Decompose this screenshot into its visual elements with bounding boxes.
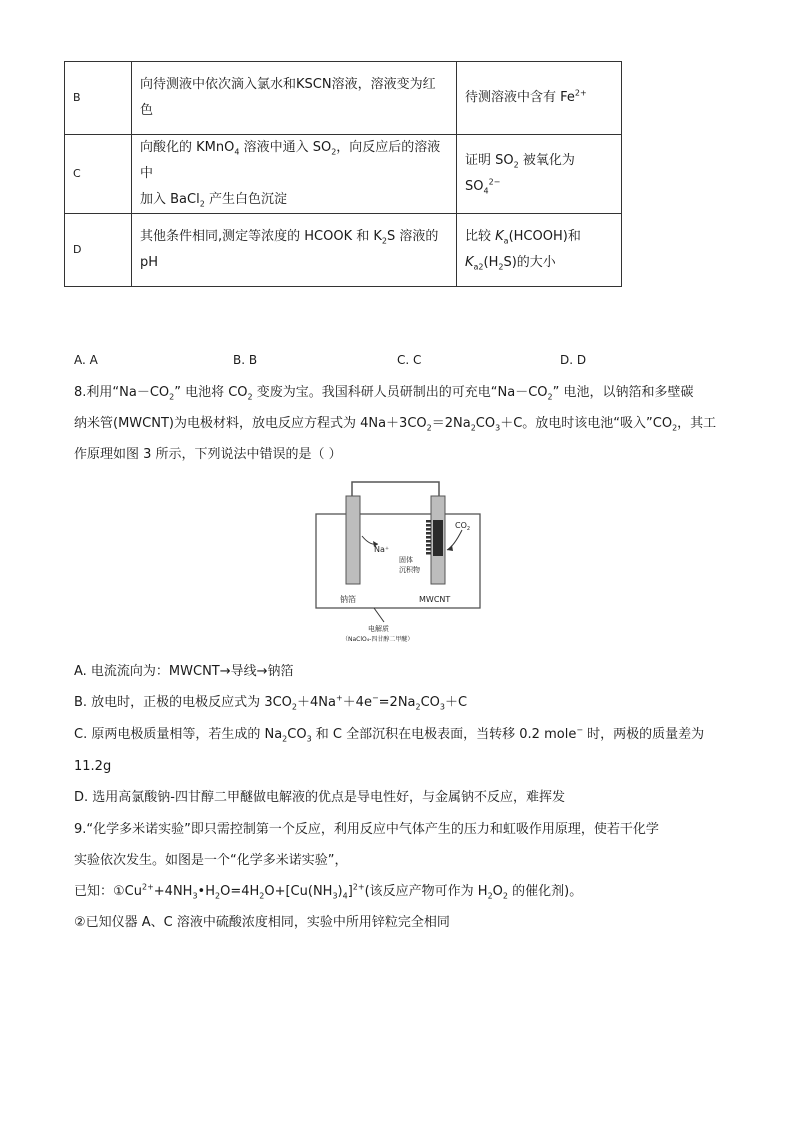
electrolyte-note: （NaClO₄-四甘醇二甲醚） bbox=[342, 636, 414, 643]
sodium-foil-label: 钠箔 bbox=[340, 595, 356, 604]
row-conclusion: 待测溶液中含有 $Fe^{2+}$ bbox=[457, 62, 622, 135]
choice-b: B. B bbox=[233, 353, 258, 367]
table-row bbox=[65, 62, 622, 135]
choice-a: A. A bbox=[74, 353, 98, 367]
row-description: 其他条件相同,测定等浓度的 HCOOK 和 $K_2S$ 溶液的 pH bbox=[132, 214, 457, 287]
sodium-foil-electrode bbox=[346, 496, 360, 584]
table-row bbox=[65, 214, 622, 287]
row-letter: C bbox=[65, 135, 132, 214]
q9-stem-line2: 实验依次发生。如图是一个“化学多米诺实验”， bbox=[74, 853, 348, 868]
battery-diagram bbox=[314, 474, 482, 644]
q8-option-d: D. 选用高氯酸钠-四甘醇二甲醚做电解液的优点是导电性好，与金属钠不反应，难挥发 bbox=[74, 790, 565, 805]
q8-stem-line2: 纳米管(MWCNT)为电极材料，放电反应方程式为 $4Na+3CO_2=2Na_2CO_3+C$。放电时该电池“吸入$”CO_2$，其工 bbox=[74, 416, 717, 433]
table-row bbox=[65, 135, 622, 214]
solid-label-2: 沉积物 bbox=[399, 566, 420, 574]
row-description: 向酸化的 KMnO$_4$ 溶液中通入 $SO_2$，向反应后的溶液中 加入 BaCl$_2$ 产生白色沉淀 bbox=[132, 135, 457, 214]
row-letter: B bbox=[65, 62, 132, 135]
q8-option-a: A. 电流流向为：MWCNT→导线→钠箔 bbox=[74, 664, 294, 679]
row-conclusion: 证明 $SO_2$ 被氧化为 $SO_4^{2-}$ bbox=[457, 135, 622, 214]
choice-c: C. C bbox=[397, 353, 422, 367]
electrolyte-label: 电解质 bbox=[368, 625, 389, 633]
mwcnt-label: MWCNT bbox=[419, 595, 451, 604]
row-description: 向待测液中依次滴入氯水和KSCN溶液，溶液变为红 色 bbox=[132, 62, 457, 135]
row-letter: D bbox=[65, 214, 132, 287]
q8-stem-line1: 8.利用“$Na-CO_2$” 电池将 $CO_2$ 变废为宝。我国科研人员研制出的可充电“$Na-CO_2$” 电池，以钠箔和多壁碳 bbox=[74, 385, 694, 402]
choice-d: D. D bbox=[560, 353, 587, 367]
q8-stem-line3: 作原理如图 3 所示，下列说法中错误的是（ ） bbox=[74, 447, 342, 462]
electrolyte-pointer bbox=[374, 608, 384, 622]
na-ion-label: Na⁺ bbox=[374, 545, 390, 554]
q8-option-c: C. 原两电极质量相等，若生成的 $Na_2CO_3$ 和 C 全部沉积在电极表面，当转移 0.2 mole− 时，两极的质量差为 bbox=[74, 725, 705, 744]
external-wire bbox=[352, 482, 439, 514]
q9-stem-line1: 9.“化学多米诺实验”即只需控制第一个反应，利用反应中气体产生的压力和虹吸作用原理，使若干化学 bbox=[74, 822, 659, 837]
q8-option-b: B. 放电时，正极的电极反应式为 $3CO_2+4Na^++4e^-=2Na_2CO_3+C$ bbox=[74, 693, 468, 712]
co2-label: $CO_2$ bbox=[455, 521, 471, 532]
q9-known-2: ②已知仪器 A、C 溶液中硫酸浓度相同，实验中所用锌粒完全相同 bbox=[74, 915, 450, 930]
options-table bbox=[64, 61, 622, 287]
q9-known-1: 已知：$①Cu^{2+}+4NH_3•H_2O=4H_2O+[Cu(NH_3)_4]^{2+}$(该反应产物可作为 $H_2O_2$ 的催化剂)。 bbox=[74, 882, 583, 901]
solid-label-1: 固体 bbox=[399, 556, 413, 564]
row-conclusion: 比较 $K_a(HCOOH)$和 $K_{a2}(H_2S)$的大小 bbox=[457, 214, 622, 287]
q8-option-c-line2: 11.2g bbox=[74, 759, 112, 774]
